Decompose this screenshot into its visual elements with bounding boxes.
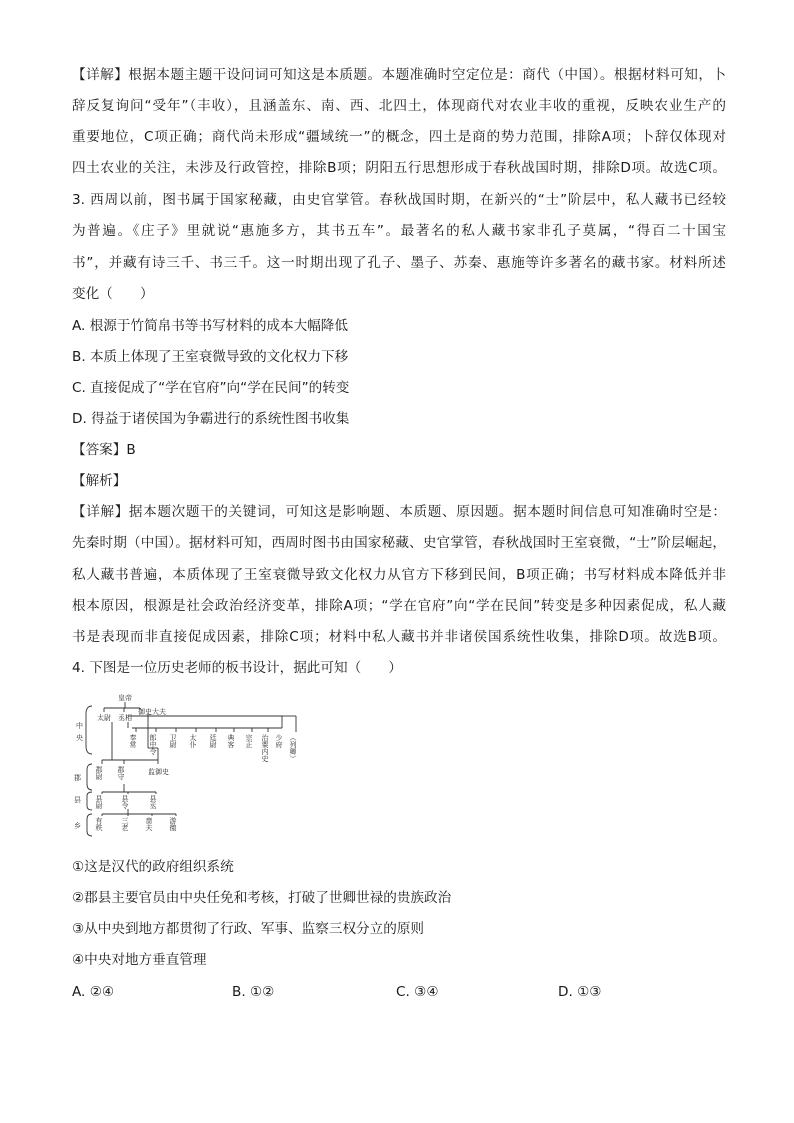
minister-1: 郎中令: [149, 734, 157, 755]
minister-0: 奉常: [129, 734, 137, 748]
commandery-2: 监御史: [148, 768, 169, 776]
q3-detail-line-4: 根本原因，根源是社会政治经济变革，排除A项；“学在官府”向“学在民间”转变是多种因素促成，私人藏: [72, 598, 726, 614]
label-township: 乡: [74, 822, 81, 830]
label-county: 县: [74, 796, 81, 804]
q3-detail-line-1: 【详解】据本题次题干的关键词，可知这是影响题、本质题、原因题。据本题时间信息可知准确时空是：: [72, 504, 726, 520]
q3-detail-line-3: 私人藏书普遍，本质体现了王室衰微导致文化权力从官方下移到民间，B项正确；书写材料成本降低并非: [72, 567, 726, 583]
q2-explain-line-1: 【详解】根据本题主题干设问词可知这是本质题。本题准确时空定位是：商代（中国）。根据材料可知，卜: [72, 67, 726, 83]
q2-explain-line-3: 重要地位，C项正确；商代尚未形成“疆域统一”的概念，四土是商的势力范围，排除A项；卜辞仅体现对: [72, 129, 726, 145]
bracket-township: [87, 814, 92, 836]
q4-statement-3: ③从中央到地方都贯彻了行政、军事、监察三权分立的原则: [72, 921, 425, 937]
government-structure-diagram: [72, 688, 308, 838]
bracket-commandery: [87, 764, 92, 790]
q4-statement-2: ②郡县主要官员由中央任免和考核，打破了世卿世禄的贵族政治: [72, 890, 452, 906]
node-taiwei: 太尉: [97, 714, 111, 722]
minister-7: 治粟内史: [261, 734, 269, 762]
q3-option-d: D. 得益于诸侯国为争霸进行的系统性图书收集: [72, 411, 350, 427]
q3-option-c: C. 直接促成了“学在官府”向“学在民间”的转变: [72, 380, 350, 396]
township-3: 游徼: [169, 817, 177, 831]
q3-detail-line-2: 先秦时期（中国）。据材料可知，西周时图书由国家秘藏、史官掌管，春秋战国时王室衰微，“士”阶层崛起，: [72, 535, 726, 551]
q3-stem-line-1: 3. 西周以前，图书属于国家秘藏，由史官掌管。春秋战国时期，在新兴的“士”阶层中，私人藏书已经较: [72, 192, 726, 208]
label-commandery: 郡: [74, 774, 81, 782]
township-0: 有秩: [95, 817, 103, 831]
q3-analysis-heading: 【解析】: [72, 473, 127, 489]
commandery-1: 郡守: [117, 766, 125, 780]
node-yushi: 御史大夫: [138, 708, 166, 716]
q3-stem-line-2: 为普遍。《庄子》里就说“惠施多方，其书五车”。最著名的私人藏书家非孔子莫属，“得百二十国宝: [72, 223, 726, 239]
node-emperor: 皇帝: [118, 694, 132, 702]
q3-stem-line-3: 书”，并藏有诗三千、书三千。这一时期出现了孔子、墨子、苏秦、惠施等许多著名的藏书家。材料所述: [72, 255, 726, 271]
q3-stem-line-4: 变化（ ）: [72, 286, 154, 302]
q3-detail-line-5: 书是表现而非直接促成因素，排除C项；材料中私人藏书并非诸侯国系统性收集，排除D项。故选B项。: [72, 629, 726, 645]
label-central-1: 中: [76, 722, 83, 730]
minister-4: 廷尉: [209, 734, 217, 748]
q3-answer: 【答案】B: [72, 442, 136, 458]
township-1: 三老: [121, 817, 129, 831]
q4-stem: 4. 下图是一位历史老师的板书设计，据此可知（ ）: [72, 660, 402, 676]
blackboard-diagram: [72, 688, 308, 838]
minister-6: 宗正: [245, 734, 253, 748]
commandery-0: 郡尉: [95, 766, 103, 780]
ministers-row: [136, 716, 296, 732]
q4-option-a: A. ②④: [72, 984, 115, 1000]
county-2: 县丞: [149, 795, 157, 809]
minister-2: 卫尉: [169, 734, 177, 748]
minister-5: 典客: [227, 734, 235, 748]
bracket-county: [87, 792, 92, 810]
q4-option-c: C. ③④: [396, 984, 439, 1000]
minister-9: （列卿）: [289, 734, 297, 762]
minister-3: 太仆: [189, 734, 197, 748]
q3-option-a: A. 根源于竹简帛书等书写材料的成本大幅降低: [72, 318, 348, 334]
bracket-central: [86, 706, 92, 754]
label-central-2: 央: [76, 734, 83, 742]
q4-statement-1: ①这是汉代的政府组织系统: [72, 859, 234, 875]
q4-option-d: D. ①③: [558, 984, 602, 1000]
q2-explain-line-2: 辞反复询问“受年”（丰收），且涵盖东、南、西、北四土，体现商代对农业丰收的重视，反映农业生产的: [72, 98, 726, 114]
county-0: 县尉: [95, 795, 103, 809]
q4-statement-4: ④中央对地方垂直管理: [72, 952, 207, 968]
county-1: 县令: [121, 795, 129, 809]
q4-option-b: B. ①②: [232, 984, 275, 1000]
q2-explain-line-4: 四土农业的关注，未涉及行政管控，排除B项；阴阳五行思想形成于春秋战国时期，排除D项。故选C项。: [72, 160, 726, 176]
township-2: 啬夫: [145, 817, 153, 831]
node-chengxiang: 丞相: [118, 714, 132, 722]
q3-option-b: B. 本质上体现了王室衰微导致的文化权力下移: [72, 349, 349, 365]
minister-8: 少府: [275, 734, 283, 748]
